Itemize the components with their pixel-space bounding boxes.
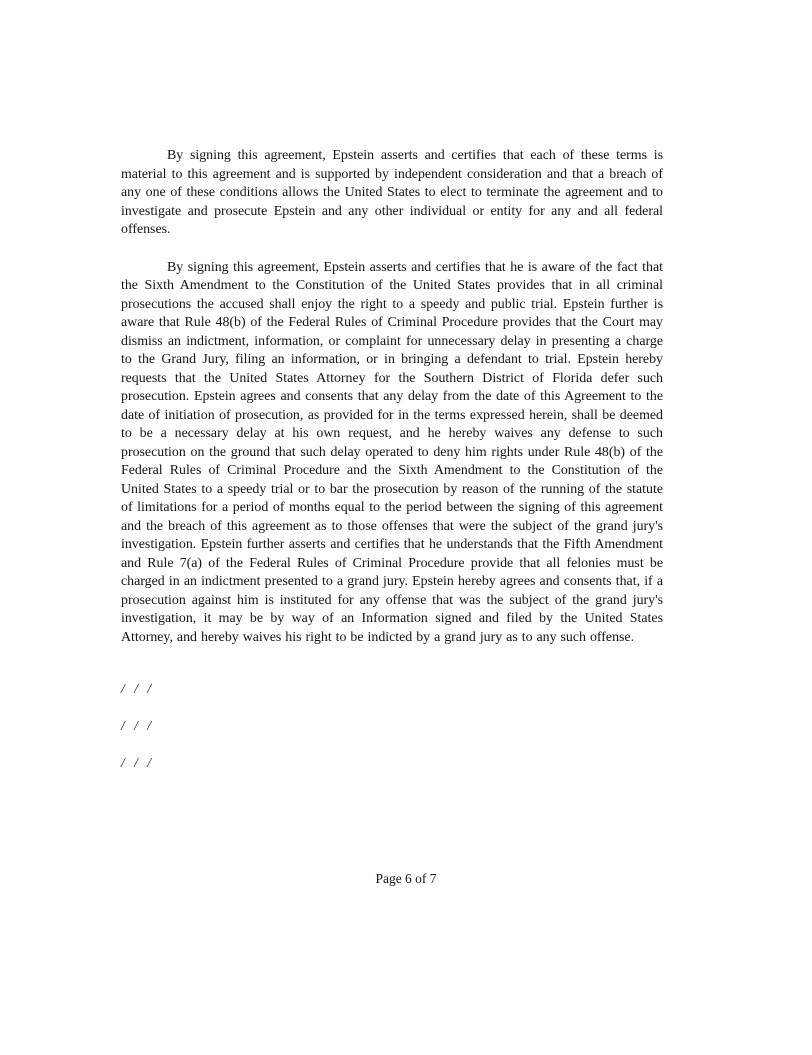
paragraph-speedy-trial-waiver: By signing this agreement, Epstein asserts and certifies that he is aware of the fact that the Sixth Amendment to the Constitution of the United States provides that in all criminal prosecutions the accused shall enjoy the right to a speedy and public trial. Epstein further is aware that Rule 48(b) of the Federal Rules of Criminal Procedure provides that the Court may dismiss an indictment, information, or complaint for unnecessary delay in presenting a charge to the Grand Jury, filing an information, or in bringing a defendant to trial. Epstein hereby requests that the United States Attorney for the Southern District of Florida defer such prosecution. Epstein agrees and consents that any delay from the date of this Agreement to the date of initiation of prosecution, as provided for in the terms expressed herein, shall be deemed to be a necessary delay at his own request, and he hereby waives any defense to such prosecution on the ground that such delay operated to deny him rights under Rule 48(b) of the Federal Rules of Criminal Procedure and the Sixth Amendment to the Constitution of the United States to a speedy trial or to bar the prosecution by reason of the running of the statute of limitations for a period of months equal to the period between the signing of this agreement and the breach of this agreement as to those offenses that were the subject of the grand jury's investigation. Epstein further asserts and certifies that he understands that the Fifth Amendment and Rule 7(a) of the Federal Rules of Criminal Procedure provide that all felonies must be charged in an indictment presented to a grand jury. Epstein hereby agrees and consents that, if a prosecution against him is instituted for any offense that was the subject of the grand jury's investigation, it may be by way of an Information signed and filed by the United States Attorney, and hereby waives his right to be indicted by a grand jury as to any such offense.: [121, 259, 663, 645]
paragraph-terms-material: By signing this agreement, Epstein asserts and certifies that each of these terms is material to this agreement and is supported by independent consideration and that a breach of any one of these conditions allows the United States to elect to terminate the agreement and to investigate and prosecute Epstein and any other individual or entity for any and all federal offenses.: [121, 148, 663, 237]
page-number: Page 6 of 7: [375, 871, 437, 886]
continuation-marker-2: / / /: [121, 718, 155, 733]
continuation-markers: [121, 681, 663, 771]
continuation-marker-3: / / /: [121, 755, 155, 770]
continuation-marker-1: / / /: [121, 681, 155, 696]
document-body: [121, 147, 663, 792]
